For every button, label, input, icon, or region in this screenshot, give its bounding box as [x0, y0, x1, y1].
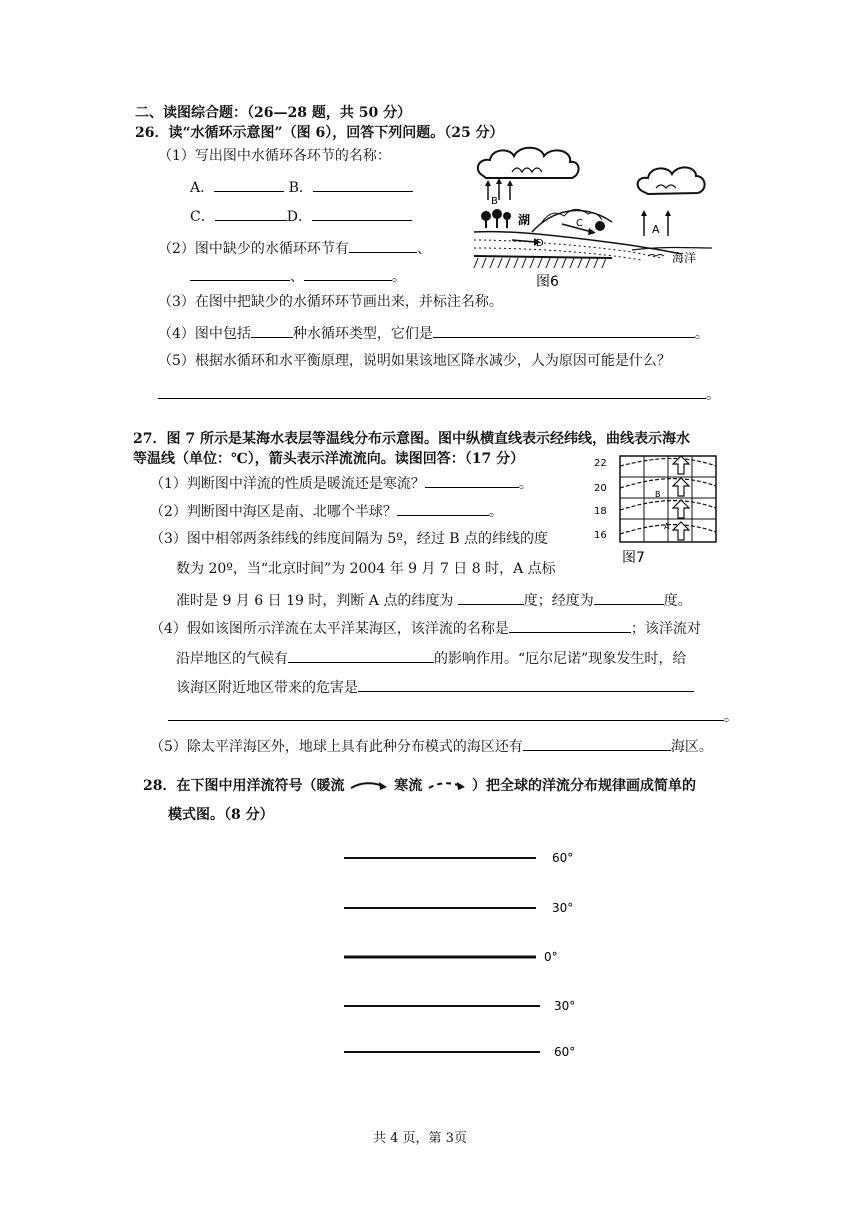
blank-climate-effect[interactable] — [288, 648, 434, 663]
q27-part4-line3: 该海区附近地区带来的危害是 — [176, 677, 694, 697]
blank-c[interactable] — [215, 206, 287, 221]
blank-a[interactable] — [214, 177, 284, 192]
fig6-label-c: C — [576, 218, 583, 229]
q28-line2: 模式图。（8 分） — [168, 807, 274, 823]
q26-part4: （4）图中包括 种水循环类型，它们是 。 — [158, 323, 709, 343]
fig6-label-d: D — [536, 238, 544, 249]
blank-current-name[interactable] — [509, 618, 631, 633]
blank-hemisphere[interactable] — [397, 501, 489, 516]
page-footer: 共 4 页，第 3页 — [373, 1131, 467, 1146]
fig6-label-b: B — [491, 196, 498, 207]
lat-60n-label: 60° — [552, 851, 574, 865]
q27-part3-line3: 准时是 9 月 6 日 19 时，判断 A 点的纬度为 度；经度为 度。 — [176, 590, 692, 610]
blank-elnino-harm[interactable] — [358, 677, 694, 692]
q28-line1: 28．在下图中用洋流符号（暖流 寒流 ）把全球的洋流分布规律画成简单的 — [143, 778, 696, 794]
warm-current-arrow-icon — [349, 779, 389, 793]
lat-0-label: 0° — [544, 950, 558, 964]
q26-part5: （5）根据水循环和水平衡原理，说明如果该地区降水减少，人为原因可能是什么？ — [158, 353, 671, 369]
q27-part3-line2: 数为 20º，当“北京时间”为 2004 年 9 月 7 日 8 时，A 点标 — [176, 561, 556, 577]
q27-part4-line4: 。 — [168, 706, 738, 726]
blank-missing-2[interactable] — [190, 266, 290, 281]
blank-cycle-types[interactable] — [433, 323, 695, 338]
fig7-caption: 图7 — [622, 550, 645, 566]
blank-missing-1[interactable] — [349, 238, 417, 253]
q27-part2: （2）判断图中海区是南、北哪个半球？ 。 — [150, 501, 503, 521]
blank-other-sea-area[interactable] — [523, 736, 671, 751]
q26-part5-answer: 。 — [158, 384, 720, 404]
blank-elnino-harm-cont[interactable] — [168, 706, 724, 721]
fig7-label-a: A — [664, 522, 670, 531]
fig6-lake-label: 湖 — [518, 213, 531, 227]
q27-title-line1: 27．图 7 所示是某海水表层等温线分布示意图。图中纵横直线表示经纬线，曲线表示海水 — [133, 431, 690, 447]
blank-missing-3[interactable] — [304, 266, 392, 281]
blank-human-cause[interactable] — [158, 384, 706, 399]
fig7-label-b: B — [655, 490, 661, 499]
blank-cycle-count[interactable] — [251, 323, 293, 338]
blank-latitude[interactable] — [458, 590, 524, 605]
fig6-caption: 图6 — [536, 274, 559, 290]
isotherm-22: 22 — [594, 458, 607, 469]
q27-title-line2: 等温线（单位：℃），箭头表示洋流流向。读图回答：（17 分） — [133, 451, 525, 467]
isotherm-figure — [592, 452, 718, 568]
q26-part2-cont: 、 。 — [190, 266, 406, 286]
lat-30s-label: 30° — [554, 999, 576, 1013]
q26-part1: （1）写出图中水循环各环节的名称： — [158, 148, 391, 164]
blank-current-nature[interactable] — [425, 473, 519, 488]
cold-current-arrow-icon — [427, 779, 467, 793]
latitude-model-diagram[interactable] — [340, 846, 590, 1066]
section-header: 二、读图综合题：（26—28 题，共 50 分） — [135, 105, 412, 121]
blank-longitude[interactable] — [594, 590, 664, 605]
q27-part4-line2: 沿岸地区的气候有 的影响作用。“厄尔尼诺”现象发生时，给 — [176, 648, 686, 668]
q26-title: 26．读“水循环示意图”（图 6），回答下列问题。（25 分） — [135, 125, 504, 141]
isotherm-20: 20 — [594, 483, 607, 494]
q26-part2: （2）图中缺少的水循环环节有 、 — [158, 238, 431, 258]
q26-part3: （3）在图中把缺少的水循环环节画出来，并标注名称。 — [158, 294, 503, 310]
q26-answer-cd: C． D． — [190, 206, 412, 226]
isotherm-18: 18 — [594, 506, 607, 517]
lat-30n-label: 30° — [552, 901, 574, 915]
q26-answer-ab: A． B． — [190, 177, 413, 197]
q27-part4-line1: （4）假如该图所示洋流在太平洋某海区，该洋流的名称是 ；该洋流对 — [150, 618, 701, 638]
lat-60s-label: 60° — [554, 1045, 576, 1059]
water-cycle-figure — [472, 140, 722, 290]
q27-part5: （5）除太平洋海区外，地球上具有此种分布模式的海区还有 海区。 — [150, 736, 713, 756]
q27-part3-line1: （3）图中相邻两条纬线的纬度间隔为 5º，经过 B 点的纬线的度 — [150, 531, 549, 547]
fig6-label-a: A — [652, 223, 660, 236]
fig6-sea-label: 海洋 — [672, 251, 697, 265]
blank-b[interactable] — [313, 177, 413, 192]
blank-d[interactable] — [312, 206, 412, 221]
q27-part1: （1）判断图中洋流的性质是暖流还是寒流？ 。 — [150, 473, 533, 493]
isotherm-16: 16 — [594, 530, 607, 541]
